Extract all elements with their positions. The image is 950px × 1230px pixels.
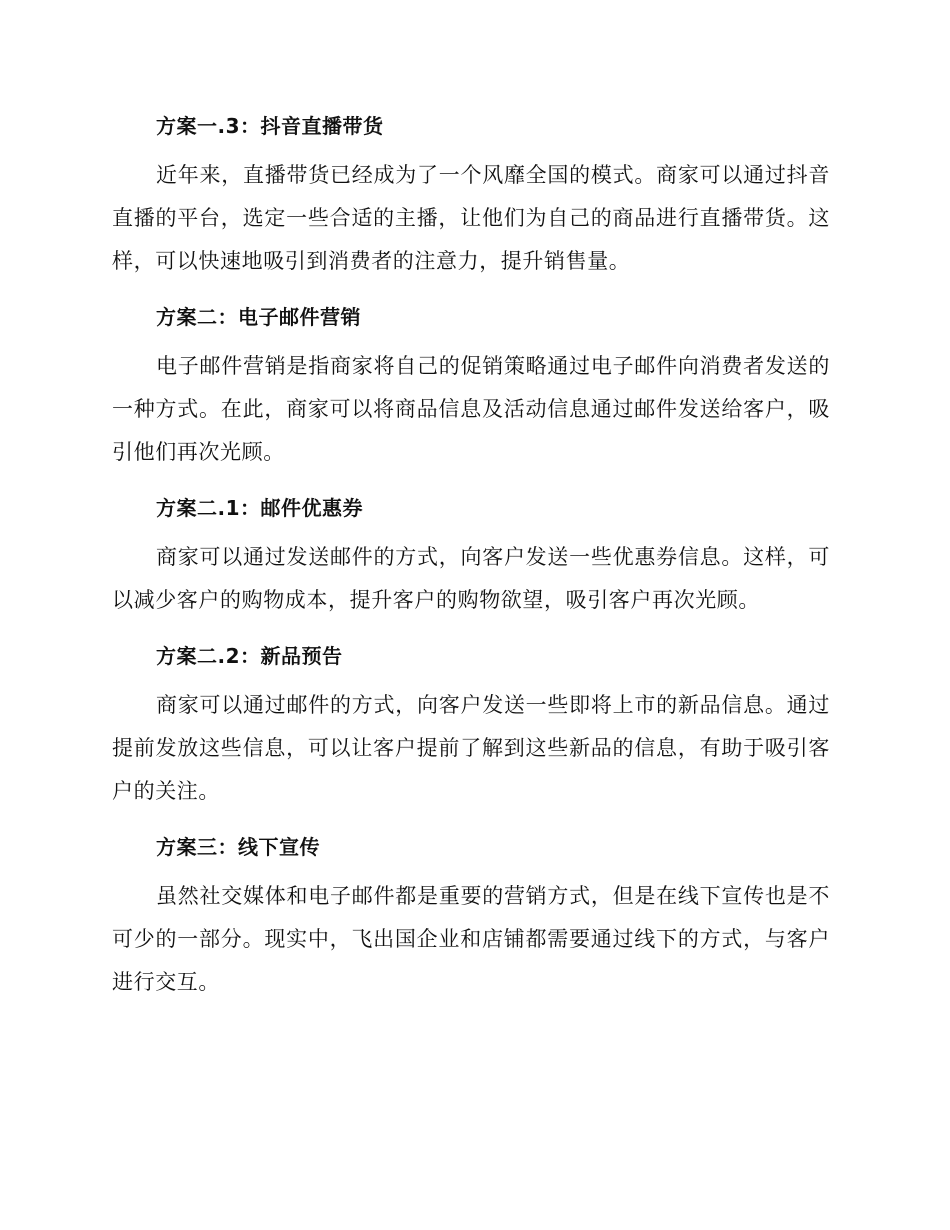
section-heading: 方案二.2：新品预告 xyxy=(156,644,343,668)
section-heading: 方案二.1：邮件优惠券 xyxy=(156,496,364,520)
section-paragraph: 电子邮件营销是指商家将自己的促销策略通过电子邮件向消费者发送的一种方式。在此，商家可以将商品信息及活动信息通过邮件发送给客户，吸引他们再次光顾。 xyxy=(112,354,830,464)
section-heading: 方案一.3：抖音直播带货 xyxy=(156,114,384,138)
section-heading: 方案三：线下宣传 xyxy=(156,835,320,859)
section-paragraph: 商家可以通过邮件的方式，向客户发送一些即将上市的新品信息。通过提前发放这些信息，可以让客户提前了解到这些新品的信息，有助于吸引客户的关注。 xyxy=(112,693,830,803)
section-paragraph: 商家可以通过发送邮件的方式，向客户发送一些优惠券信息。这样，可以减少客户的购物成本，提升客户的购物欲望，吸引客户再次光顾。 xyxy=(112,545,830,612)
section-paragraph: 虽然社交媒体和电子邮件都是重要的营销方式，但是在线下宣传也是不可少的一部分。现实中，飞出国企业和店铺都需要通过线下的方式，与客户进行交互。 xyxy=(112,884,830,994)
section-heading: 方案二：电子邮件营销 xyxy=(156,305,361,329)
section-paragraph: 近年来，直播带货已经成为了一个风靡全国的模式。商家可以通过抖音直播的平台，选定一些合适的主播，让他们为自己的商品进行直播带货。这样，可以快速地吸引到消费者的注意力，提升销售量。 xyxy=(112,163,830,273)
